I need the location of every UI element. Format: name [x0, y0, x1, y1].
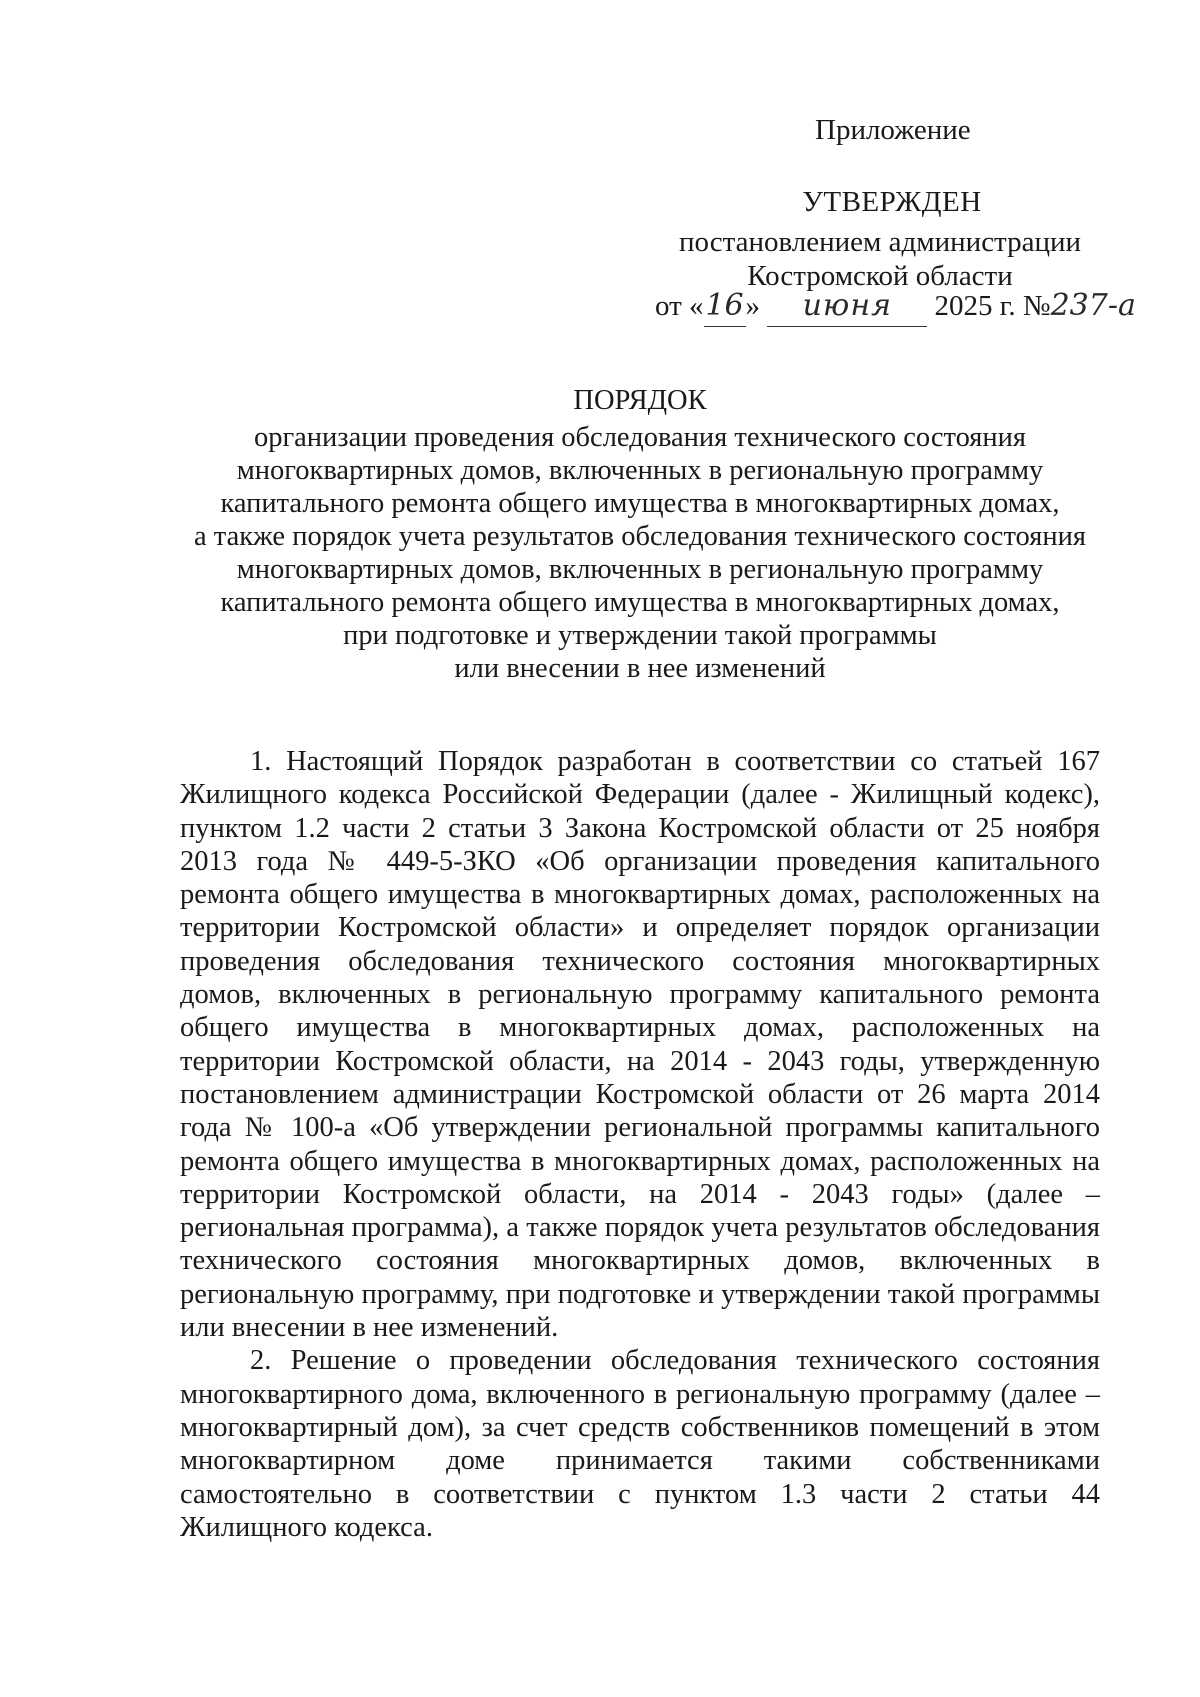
decree-date-line	[655, 286, 1171, 327]
title-line: многоквартирных домов, включенных в региональную программу	[236, 455, 1044, 486]
title-line: или внесении в нее изменений	[454, 653, 826, 684]
title-line: многоквартирных домов, включенных в региональную программу	[236, 554, 1044, 585]
date-year-text: 2025 г. №	[934, 290, 1051, 322]
title-line: капитального ремонта общего имущества в многоквартирных домах,	[220, 488, 1060, 519]
approval-line: Костромской области	[747, 260, 1013, 292]
title-line: организации проведения обследования технического состояния	[253, 422, 1027, 453]
document-title-block	[150, 384, 1130, 685]
date-close-quote: »	[745, 290, 761, 322]
document-title: ПОРЯДОК	[573, 385, 707, 416]
handwritten-day: 16	[704, 286, 746, 327]
title-line: капитального ремонта общего имущества в многоквартирных домах,	[220, 587, 1060, 618]
paragraph-2: 2. Решение о проведении обследования технического состояния многоквартирного дома, включенного в региональную программу (далее – многоквартирный дом), за счет средств собственников помещений в этом многоквартирном доме принимается такими собственниками самостоятельно в соответствии с пунктом 1.3 части 2 статьи 44 Жилищного кодекса.	[180, 1345, 1100, 1543]
title-line: а также порядок учета результатов обследования технического состояния	[194, 521, 1086, 552]
approval-line: постановлением администрации	[678, 226, 1082, 258]
paragraph-1: 1. Настоящий Порядок разработан в соответствии со статьей 167 Жилищного кодекса Российской Федерации (далее - Жилищный кодекс), пунктом 1.2 части 2 статьи 3 Закона Костромской области от 25 ноября 2013 года № 449-5-ЗКО «Об организации проведения капитального ремонта общего имущества в многоквартирных домах, расположенных на территории Костромской области» и определяет порядок организации проведения обследования технического состояния многоквартирных домов, включенных в региональную программу капитального ремонта общего имущества в многоквартирных домах, расположенных на территории Костромской области, на 2014 - 2043 годы, утвержденную постановлением администрации Костромской области от 26 марта 2014 года № 100-а «Об утверждении региональной программы капитального ремонта общего имущества в многоквартирных домах, расположенных на территории Костромской области, на 2014 - 2043 годы» (далее – региональная программа), а также порядок учета результатов обследования технического состояния многоквартирных домов, включенных в региональную программу, при подготовке и утверждении такой программы или внесении в нее изменений.	[180, 746, 1100, 1344]
date-prefix: от «	[655, 290, 704, 322]
title-line: при подготовке и утверждении такой программы	[343, 620, 937, 651]
approval-block	[640, 185, 1120, 293]
appendix-label: Приложение	[815, 114, 971, 146]
approved-stamp-text: УТВЕРЖДЕН	[802, 186, 982, 218]
handwritten-month: июня	[767, 286, 927, 327]
handwritten-decree-number: 237-а	[1050, 288, 1136, 323]
document-body	[180, 745, 1100, 1544]
